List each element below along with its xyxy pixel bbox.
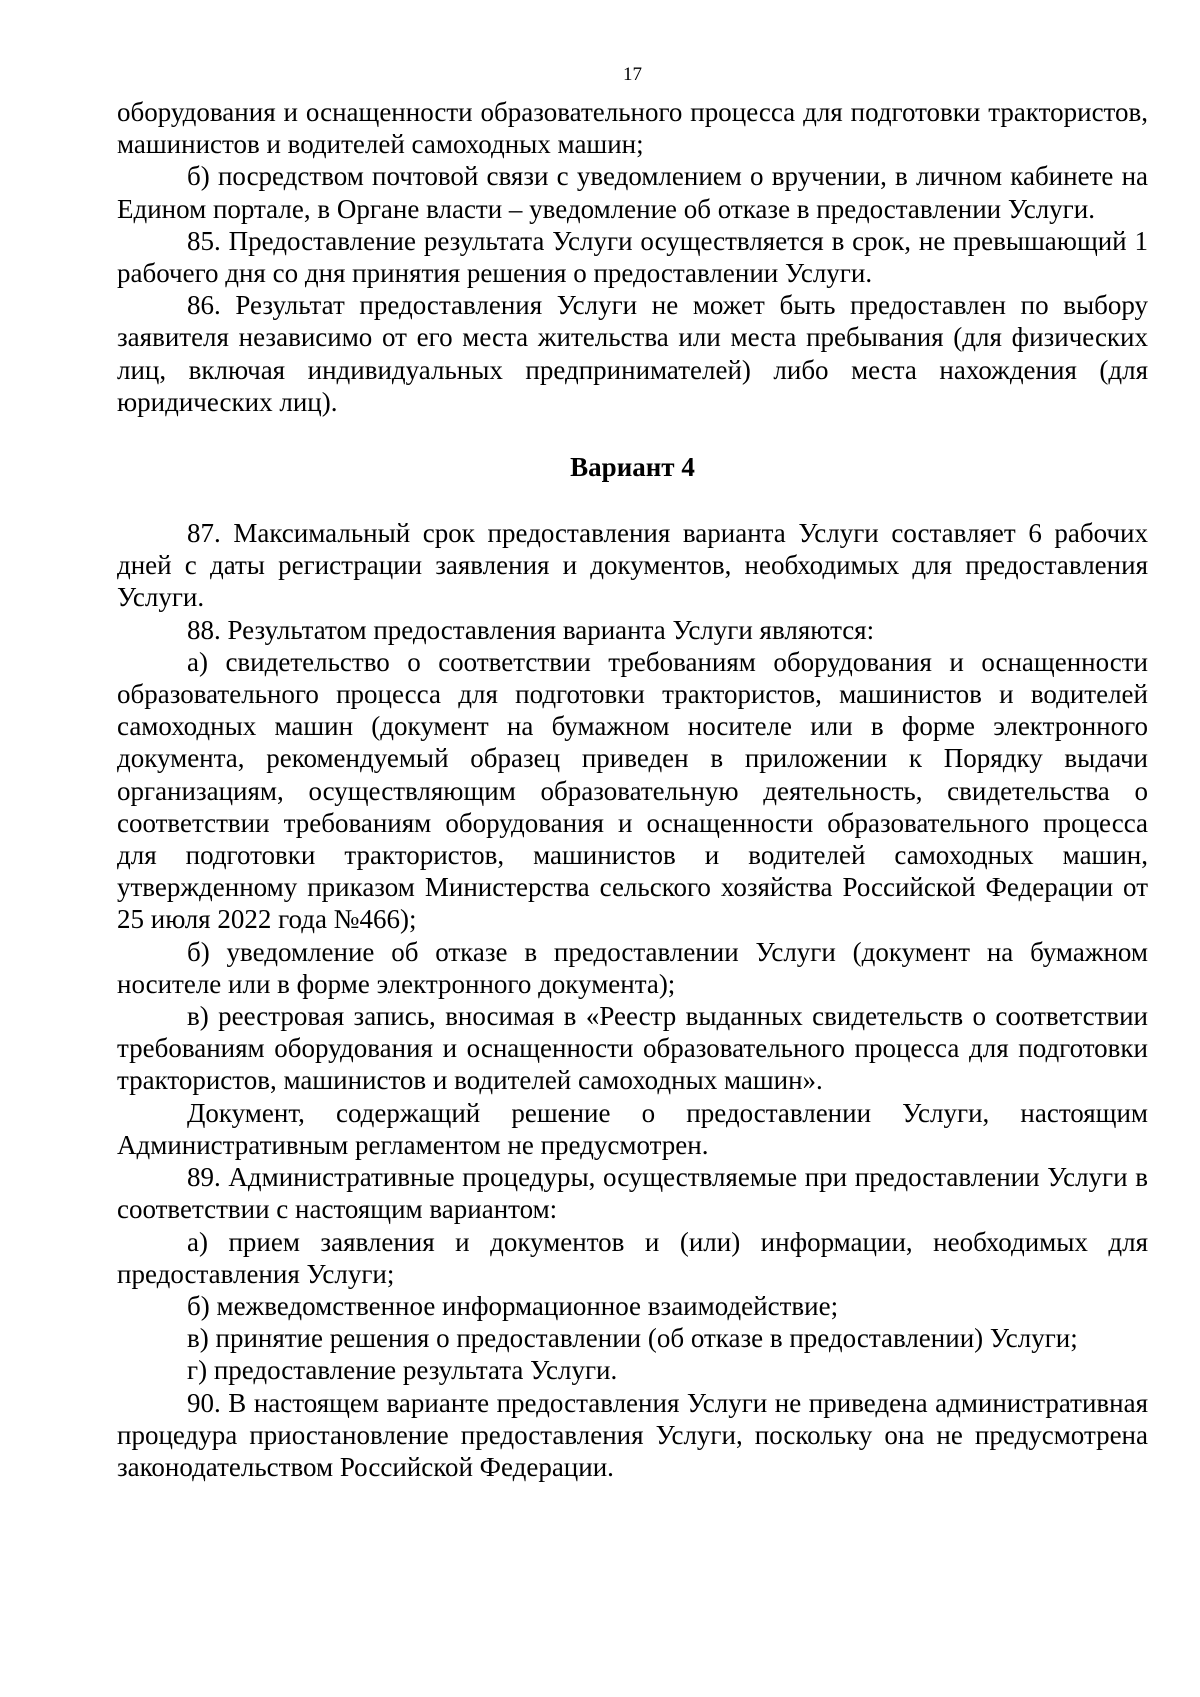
paragraph: б) уведомление об отказе в предоставлении Услуги (документ на бумажном носителе или в форме электронного документа); [117,936,1148,999]
paragraph: 90. В настоящем варианте предоставления Услуги не приведена административная процедура приостановление предоставления Услуги, поскольку она не предусмотрена законодательством Российской Федерации. [117,1387,1148,1482]
page-number: 17 [623,64,642,85]
paragraph: б) межведомственное информационное взаимодействие; [187,1290,839,1321]
top-text-block [117,96,1148,418]
paragraph: 85. Предоставление результата Услуги осуществляется в срок, не превышающий 1 рабочего дня со дня принятия решения о предоставлении Услуги. [117,225,1148,289]
paragraph: а) свидетельство о соответствии требованиям оборудования и оснащенности образовательного процесса для подготовки трактористов, машинистов и водителей самоходных машин (документ на бумажном носителе или в форме электронного документа, рекомендуемый образец приведен в приложении к Порядку выдачи организациям, осуществляющим образовательную деятельность, свидетельства о соответствии требованиям оборудования и оснащенности образовательного процесса для подготовки трактористов, машинистов и водителей самоходных машин, утвержденному приказом Министерства сельского хозяйства Российской Федерации от 25 июля 2022 года №466); [117,646,1148,935]
paragraph: г) предоставление результата Услуги. [187,1355,618,1386]
section-text-block [117,517,1148,1483]
paragraph: Документ, содержащий решение о предоставлении Услуги, настоящим Административным регламентом не предусмотрен. [117,1097,1148,1160]
paragraph: а) прием заявления и документов и (или) информации, необходимых для предоставления Услуги; [117,1226,1148,1289]
paragraph: в) реестровая запись, вносимая в «Реестр выданных свидетельств о соответствии требованиям оборудования и оснащенности образовательного процесса для подготовки трактористов, машинистов и водителей самоходных машин». [117,1001,1148,1096]
paragraph: в) принятие решения о предоставлении (об отказе в предоставлении) Услуги; [187,1323,1078,1354]
paragraph: 87. Максимальный срок предоставления варианта Услуги составляет 6 рабочих дней с даты регистрации заявления и документов, необходимых для предоставления Услуги. [117,518,1148,613]
section-title: Вариант 4 [570,452,695,483]
paragraph: 86. Результат предоставления Услуги не может быть предоставлен по выбору заявителя независимо от его места жительства или места пребывания (для физических лиц, включая индивидуальных предпринимателей) либо места нахождения (для юридических лиц). [117,290,1148,417]
paragraph: 88. Результатом предоставления варианта Услуги являются: [187,614,875,645]
paragraph: б) посредством почтовой связи с уведомлением о вручении, в личном кабинете на Едином портале, в Органе власти – уведомление об отказе в предоставлении Услуги. [117,161,1148,224]
paragraph: оборудования и оснащенности образовательного процесса для подготовки трактористов, машинистов и водителей самоходных машин; [117,97,1148,160]
paragraph: 89. Административные процедуры, осуществляемые при предоставлении Услуги в соответствии с настоящим вариантом: [117,1162,1148,1225]
